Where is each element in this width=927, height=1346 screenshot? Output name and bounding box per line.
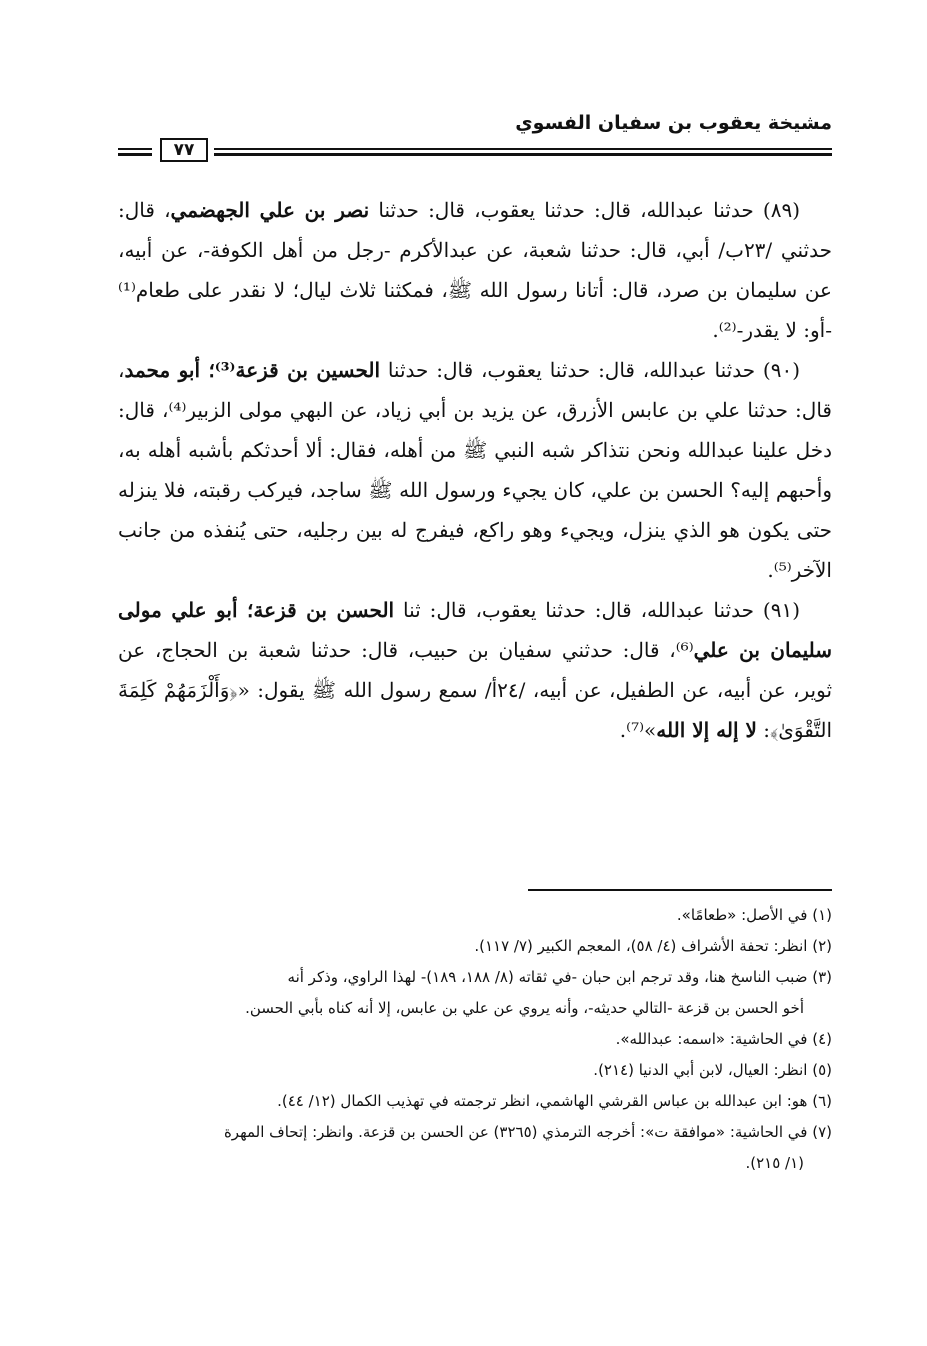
hadith-paragraph	[118, 590, 832, 750]
footnote: (٧) في الحاشية: «موافقة ت»: أخرجه الترمذي (٣٢٦٥) عن الحسن بن قزعة. وانظر: إتحاف المهرة	[223, 1123, 832, 1141]
footnote: (١) في الأصل: «طعامًا».	[676, 906, 832, 924]
hadith-matn: لا إله إلا الله	[656, 718, 757, 742]
header-rule-short	[118, 148, 152, 156]
paragraph-text: (٨٩) حدثنا عبدالله، قال: حدثنا يعقوب، قال: حدثنا	[369, 198, 800, 222]
footnotes	[118, 900, 832, 1179]
footnote: (٦) هو: ابن عبدالله بن عباس القرشي الهاشمي، انظر ترجمته في تهذيب الكمال (١٢/ ٤٤).	[277, 1092, 832, 1110]
footnote: (٣) ضبب الناسخ هنا، وقد ترجم ابن حبان -في ثقاته (٨/ ١٨٨، ١٨٩)- لهذا الراوي، وذكر أنه	[287, 968, 832, 986]
main-text	[118, 190, 832, 750]
footnote-continuation: (١/ ٢١٥).	[745, 1154, 804, 1172]
paragraph-text: (٩٠) حدثنا عبدالله، قال: حدثنا يعقوب، قال: حدثنا	[380, 358, 800, 382]
paragraph-text: ⁽⁶⁾، قال: حدثني سفيان بن حبيب، قال: حدثنا شعبة بن الحجاج، عن ثوير، عن أبيه، عن الطفيل، عن أبيه، /٢٤أ/ سمع رسول الله ﷺ يقول: «﴿وَأَلْزَمَهُمْ كَلِمَةَ التَّقْوَىٰ﴾:	[118, 638, 833, 742]
page-number: ٧٧	[160, 138, 208, 162]
footnote-separator	[528, 889, 832, 891]
footnote: (٥) انظر: العيال، لابن أبي الدنيا (٢١٤).	[593, 1061, 832, 1079]
narrator-name: نصر بن علي الجهضمي	[170, 198, 370, 222]
paragraph-text: ، قال: حدثنا علي بن عابس الأزرق، عن يزيد بن أبي زياد، عن البهي مولى الزبير⁽⁴⁾، قال: دخل علينا عبدالله ونحن نتذاكر شبه النبي ﷺ من أهله، فقال: ألا أحدثكم بأشبه أهله به، وأحبهم إليه؟ الحسن بن علي، كان يجيء ورسول الله ﷺ ساجد، فيركب رقبته، فلا ينزله حتى يكون هو الذي ينزل، ويجيء وهو راكع، فيفرج له بين رجليه، حتى يُنفذه من جانب الآخر⁽⁵⁾.	[118, 358, 832, 582]
narrator-name: الحسن بن قزعة؛ أبو علي مولى سليمان بن علي	[118, 598, 833, 662]
paragraph-text: ، قال: حدثني /٢٣ب/ أبي، قال: حدثنا شعبة، عن عبدالأكرم -رجل من أهل الكوفة-، عن أبيه، عن سليمان بن صرد، قال: أتانا رسول الله ﷺ، فمكثنا ثلاث ليال؛ لا نقدر على طعام⁽¹⁾ -أو: لا يقدر-⁽²⁾.	[118, 198, 832, 342]
paragraph-text: »⁽⁷⁾.	[619, 718, 657, 742]
narrator-name: الحسين بن قزعة⁽³⁾؛ أبو محمد	[124, 358, 381, 382]
hadith-paragraph	[118, 350, 832, 590]
hadith-paragraph	[118, 190, 832, 350]
running-title: مشيخة يعقوب بن سفيان الفسوي	[515, 112, 832, 134]
footnote-continuation: أخو الحسن بن قزعة -التالي حديثه-، وأنه يروي عن علي بن عابس، إلا أنه كناه بأبي الحسن.	[245, 999, 804, 1017]
footnote: (٢) انظر: تحفة الأشراف (٤/ ٥٨)، المعجم الكبير (٧/ ١١٧).	[474, 937, 832, 955]
paragraph-text: (٩١) حدثنا عبدالله، قال: حدثنا يعقوب، قال: ثنا	[394, 598, 800, 622]
footnote: (٤) في الحاشية: «اسمه: عبدالله».	[615, 1030, 832, 1048]
page-header	[118, 112, 832, 162]
header-rule	[214, 148, 832, 156]
